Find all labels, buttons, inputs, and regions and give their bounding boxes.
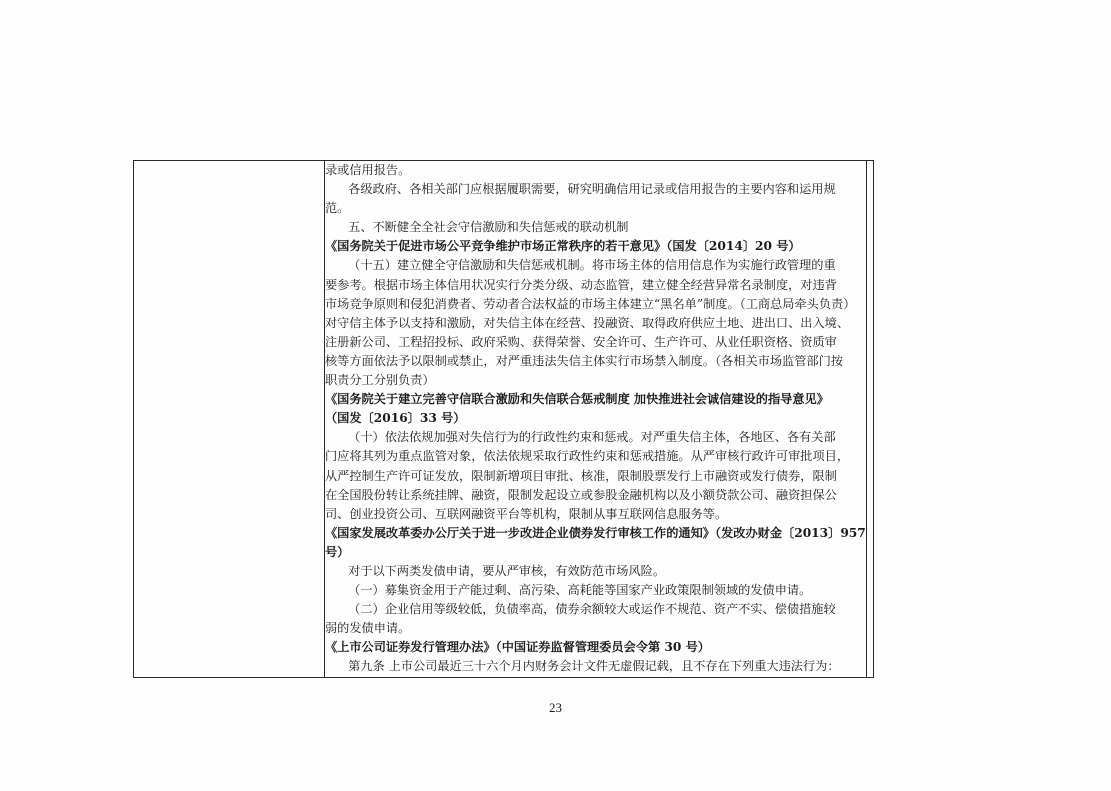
document-heading-line: 《国务院关于促进市场公平竞争维护市场正常秩序的若干意见》（国发〔2014〕20 号） [325,239,801,254]
document-text-line: 市场竞争原则和侵犯消费者、劳动者合法权益的市场主体建立“黑名单”制度。（工商总局牵头负责） [325,296,856,311]
table-right-column [867,161,874,678]
document-heading-line: （国发〔2016〕33 号） [325,411,466,426]
document-heading-line: 《国家发展改革委办公厅关于进一步改进企业债券发行审核工作的通知》（发改办财金〔2013〕957 [325,525,866,540]
document-text-line: 对于以下两类发债申请，要从严审核，有效防范市场风险。 [348,563,666,578]
document-text-line: （十五）建立健全守信激励和失信惩戒机制。将市场主体的信用信息作为实施行政管理的重 [348,258,836,273]
document-text-line: 五、不断健全全社会守信激励和失信惩戒的联动机制 [348,220,629,235]
table-left-column [134,161,325,678]
document-text-line: 门应将其列为重点监管对象，依法依规采取行政性约束和惩戒措施。从严审核行政许可审批项目， [325,449,850,464]
document-text-line: （一）募集资金用于产能过剩、高污染、高耗能等国家产业政策限制领域的发债申请。 [348,583,812,598]
document-text-line: 职责分工分别负责） [325,373,435,388]
table-main-column [325,161,867,678]
document-text-line: 司、创业投资公司、互联网融资平台等机构，限制从事互联网信息服务等。 [325,506,728,521]
document-text-line: 弱的发债申请。 [325,621,411,636]
document-heading-line: 《国务院关于建立完善守信联合激励和失信联合惩戒制度 加快推进社会诚信建设的指导意见》 [325,392,829,407]
document-heading-line: 号） [325,544,350,559]
document-text-line: 核等方面依法予以限制或禁止，对严重违法失信主体实行市场禁入制度。（各相关市场监管部门按 [325,353,843,368]
document-heading-line: 《上市公司证券发行管理办法》（中国证券监督管理委员会令第 30 号） [325,640,710,655]
document-text-line: 注册新公司、工程招投标、政府采购、获得荣誉、安全许可、生产许可、从业任职资格、资质审 [325,334,837,349]
document-text-line: 各级政府、各相关部门应根据履职需要，研究明确信用记录或信用报告的主要内容和运用规 [348,182,836,197]
document-text-line: （十）依法依规加强对失信行为的行政性约束和惩戒。对严重失信主体，各地区、各有关部 [348,430,836,445]
document-text-line: 范。 [325,201,350,216]
document-text-line: 从严控制生产许可证发放，限制新增项目审批、核准，限制股票发行上市融资或发行债券，限制 [325,468,837,483]
document-text-line: （二）企业信用等级较低，负债率高，债券余额较大或运作不规范、资产不实、偿债措施较 [348,602,836,617]
document-text-line: 要参考。根据市场主体信用状况实行分类分级、动态监管，建立健全经营异常名录制度，对违背 [325,277,837,292]
document-text-line: 录或信用报告。 [325,163,411,177]
document-text-line: 在全国股份转让系统挂牌、融资，限制发起设立或参股金融机构以及小额贷款公司、融资担保公 [325,487,837,502]
page-number: 23 [549,700,562,715]
document-text-line: 对守信主体予以支持和激励，对失信主体在经营、投融资、取得政府供应土地、进出口、出入境、 [325,315,850,330]
document-text-line: 第九条 上市公司最近三十六个月内财务会计文件无虚假记载，且不存在下列重大违法行为： [348,659,840,674]
text-lines [325,161,866,677]
content-table [133,160,874,678]
